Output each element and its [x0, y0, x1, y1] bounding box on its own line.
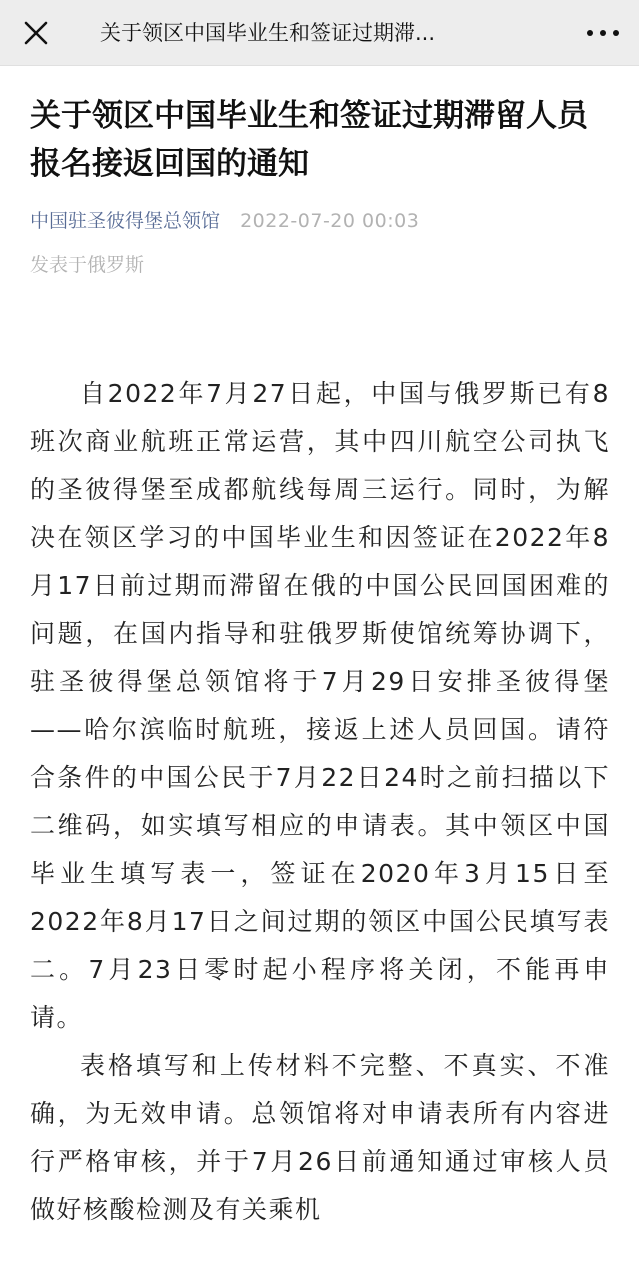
article-paragraph: 表格填写和上传材料不完整、不真实、不准确，为无效申请。总领馆将对申请表所有内容进行严格审核，并于7月26日前通知通过审核人员做好核酸检测及有关乘机: [30, 1051, 610, 1224]
topbar-title: 关于领区中国毕业生和签证过期滞...: [100, 21, 436, 45]
article-title: 关于领区中国毕业生和签证过期滞留人员报名接返回国的通知: [30, 98, 588, 182]
publish-location: 发表于俄罗斯: [30, 254, 145, 276]
publish-time: 2022-07-20 00:03: [240, 210, 420, 232]
article-meta: [30, 204, 620, 238]
article-paragraph: 自2022年7月27日起，中国与俄罗斯已有8班次商业航班正常运营，其中四川航空公司执飞的圣彼得堡至成都航线每周三运行。同时，为解决在领区学习的中国毕业生和因签证在2022年8月17日前过期而滞留在俄的中国公民回国困难的问题，在国内指导和驻俄罗斯使馆统筹协调下，驻圣彼得堡总领馆将于7月29日安排圣彼得堡——哈尔滨临时航班，接返上述人员回国。请符合条件的中国公民于7月22日24时之前扫描以下二维码，如实填写相应的申请表。其中领区中国毕业生填写表一，签证在2020年3月15日至2022年8月17日之间过期的领区中国公民填写表二。7月23日零时起小程序将关闭，不能再申请。: [30, 379, 610, 1032]
close-icon: [23, 20, 49, 46]
more-dots-icon: [600, 30, 606, 36]
more-dots-icon: [587, 30, 593, 36]
more-dots-icon: [613, 30, 619, 36]
more-options-button[interactable]: [587, 20, 619, 46]
close-button[interactable]: [20, 17, 52, 49]
article-body: [30, 370, 610, 1234]
account-name-link[interactable]: 中国驻圣彼得堡总领馆: [30, 210, 221, 232]
top-navigation-bar: [0, 0, 639, 66]
